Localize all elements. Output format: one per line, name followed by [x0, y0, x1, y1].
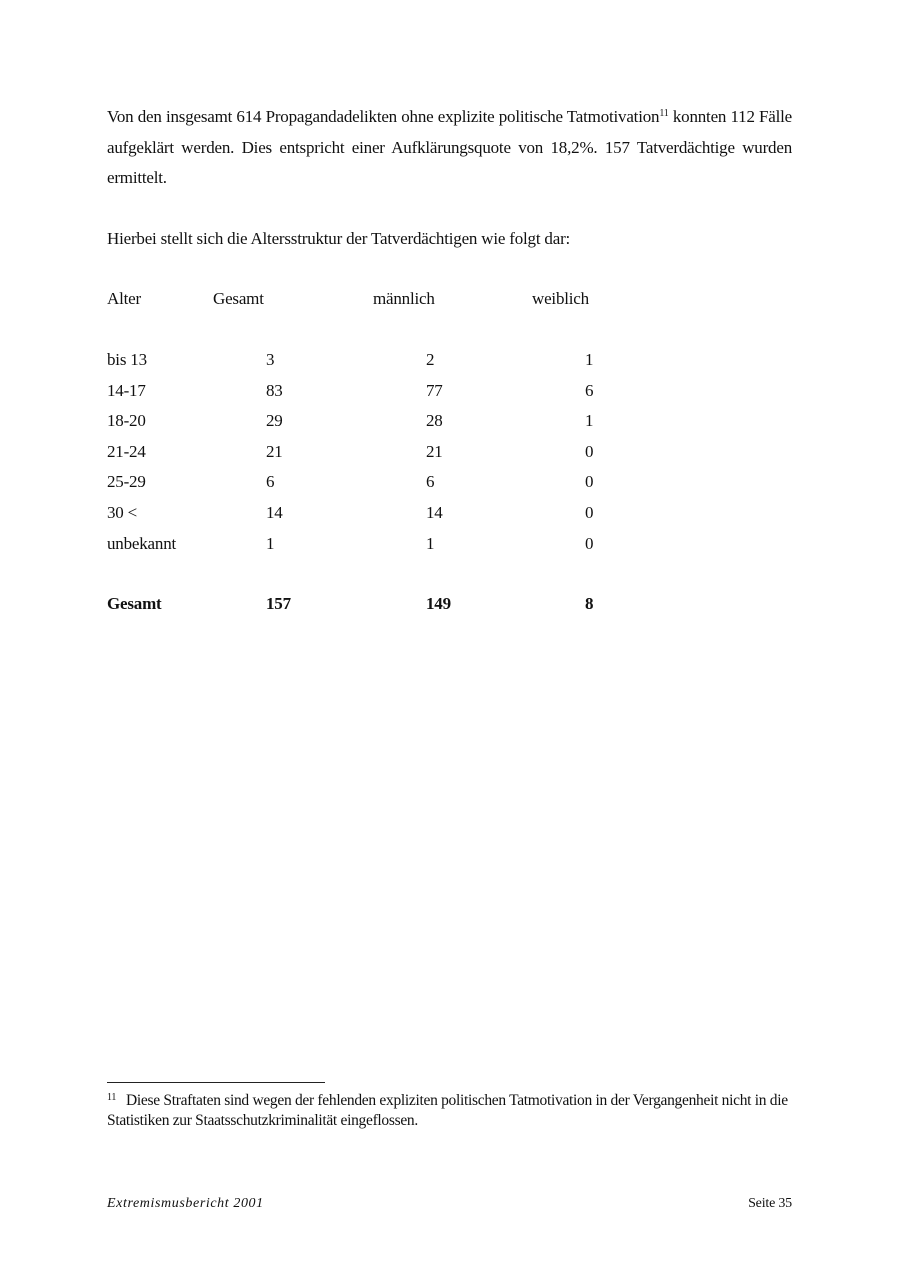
age-cell: 30 <	[107, 502, 138, 522]
female-cell: 1	[585, 411, 594, 431]
table-row	[107, 437, 667, 468]
age-cell: 14-17	[107, 380, 146, 400]
table-row	[107, 529, 667, 560]
table-row	[107, 406, 667, 437]
total-cell: 29	[266, 411, 283, 431]
female-cell: 0	[585, 472, 594, 492]
footnote-text: Diese Straftaten sind wegen der fehlenden expliziten politischen Tatmotivation in der Vergangenheit nicht in die Statistiken zur Staatsschutzkriminalität eingeflossen.	[107, 1092, 788, 1129]
age-structure-table	[107, 284, 667, 620]
footer-report-title: Extremismusbericht 2001	[107, 1196, 264, 1211]
table-row	[107, 467, 667, 498]
female-cell: 6	[585, 380, 594, 400]
total-cell: 83	[266, 380, 283, 400]
intro-text: Von den insgesamt 614 Propagandadelikten ohne explizite politische Tatmotivation	[107, 107, 660, 126]
female-cell: 1	[585, 350, 594, 369]
table-row	[107, 498, 667, 529]
male-cell: 21	[426, 441, 443, 461]
age-cell: bis 13	[107, 350, 147, 369]
header-cell-gesamt: Gesamt	[213, 289, 264, 308]
male-cell: 1	[426, 533, 435, 553]
male-cell: 2	[426, 350, 435, 369]
age-cell: unbekannt	[107, 533, 177, 553]
table-row	[107, 376, 667, 407]
footnote-reference: 11	[659, 108, 669, 119]
total-label: Gesamt	[107, 594, 162, 614]
age-cell: 21-24	[107, 441, 146, 461]
table-header-row	[107, 284, 667, 314]
total-maennlich: 149	[426, 594, 451, 614]
header-cell-alter: Alter	[107, 289, 141, 308]
header-cell-weiblich: weiblich	[532, 289, 589, 308]
female-cell: 0	[585, 502, 594, 522]
male-cell: 77	[426, 380, 443, 400]
intro-text-rest: konnten 112 Fälle aufgeklärt werden. Dies entspricht einer Aufklärungsquote von 18,2%. 157 Tatverdächtige wurden ermittelt.	[107, 107, 792, 187]
male-cell: 6	[426, 472, 435, 492]
footnote	[107, 1088, 792, 1131]
total-weiblich: 8	[585, 594, 594, 614]
male-cell: 28	[426, 411, 443, 431]
female-cell: 0	[585, 441, 594, 461]
total-cell: 14	[266, 502, 283, 522]
table-total-row	[107, 589, 667, 620]
female-cell: 0	[585, 533, 594, 553]
total-gesamt: 157	[266, 594, 291, 614]
footer-page-number: Seite 35	[748, 1196, 792, 1211]
intro-paragraph	[107, 102, 792, 194]
age-cell: 25-29	[107, 472, 146, 492]
table-intro-paragraph: Hierbei stellt sich die Altersstruktur der Tatverdächtigen wie folgt dar:	[107, 229, 571, 248]
footnote-mark: 11	[107, 1092, 117, 1103]
male-cell: 14	[426, 502, 443, 522]
footnote-divider	[107, 1082, 325, 1083]
total-cell: 3	[266, 350, 275, 369]
total-cell: 21	[266, 441, 283, 461]
header-cell-maennlich: männlich	[373, 289, 435, 308]
total-cell: 6	[266, 472, 275, 492]
total-cell: 1	[266, 533, 275, 553]
age-cell: 18-20	[107, 411, 146, 431]
table-row	[107, 345, 667, 376]
